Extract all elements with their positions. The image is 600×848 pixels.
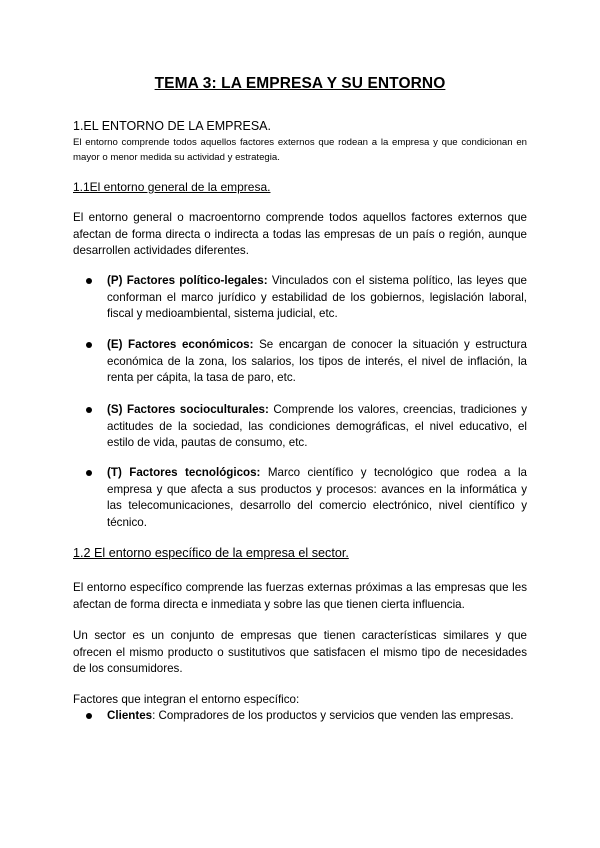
- section-1-1-paragraph: El entorno general o macroentorno comprende todos aquellos factores externos que afectan de forma directa o indirecta a todas las empresas de un país o región, aunque desarrollen actividades diferentes.: [73, 211, 527, 257]
- factor-text: Vinculados con el sistema político, las leyes que conforman el marco jurídico y estabilidad de los gobiernos, legislación laboral, fiscal y medioambiental, sistema judicial, etc.: [107, 274, 527, 320]
- factor-label: (S) Factores socioculturales:: [107, 403, 269, 416]
- section-1-1-heading: 1.1El entorno general de la empresa.: [73, 180, 271, 194]
- list-item-text: [107, 465, 527, 531]
- factor-text: : Compradores de los productos y servicios que venden las empresas.: [152, 709, 514, 722]
- list-item-text: [107, 273, 527, 323]
- factor-text: Comprende los valores, creencias, tradiciones y actitudes de la sociedad, las condiciones demográficas, el nivel educativo, el estilo de vida, pautas de consumo, etc.: [107, 403, 527, 449]
- bullet-icon: [86, 407, 92, 413]
- section-1-intro: El entorno comprende todos aquellos factores externos que rodean a la empresa y que condicionan en mayor o menor medida su actividad y estrategia.: [73, 137, 527, 163]
- section-1-2-paragraph-2: Un sector es un conjunto de empresas que tienen características similares y que ofrecen el mismo producto o sustitutivos que satisfacen el mismo tipo de necesidades de los consumidores.: [73, 629, 527, 675]
- bullet-icon: [86, 278, 92, 284]
- list-item-text: [107, 402, 527, 452]
- bullet-icon: [86, 342, 92, 348]
- factor-text: Se encargan de conocer la situación y estructura económica de la zona, los salarios, los tipos de interés, el nivel de inflación, la renta per cápita, la tasa de paro, etc.: [107, 338, 527, 384]
- bullet-icon: [86, 470, 92, 476]
- page-title: TEMA 3: LA EMPRESA Y SU ENTORNO: [154, 75, 446, 92]
- section-1-2-heading: 1.2 El entorno específico de la empresa el sector.: [73, 546, 349, 560]
- factor-label: (T) Factores tecnológicos:: [107, 466, 261, 479]
- list-item-text: [107, 708, 527, 725]
- section-1-heading: 1.EL ENTORNO DE LA EMPRESA.: [73, 119, 271, 133]
- factor-label: (E) Factores económicos:: [107, 338, 254, 351]
- factor-text: Marco científico y tecnológico que rodea a la empresa y que afecta a sus productos y procesos: avances en la informática y las telecomunicaciones, desarrollo del comercio electrónico, nivel científico y técnico.: [107, 466, 527, 529]
- section-1-2-paragraph-1: El entorno específico comprende las fuerzas externas próximas a las empresas que les afectan de forma directa e inmediata y sobre las que tienen cierta influencia.: [73, 581, 527, 611]
- factor-label: (P) Factores político-legales:: [107, 274, 268, 287]
- bullet-icon: [86, 713, 92, 719]
- factor-label: Clientes: [107, 709, 153, 722]
- list-item-text: [107, 337, 527, 387]
- section-1-2-paragraph-3: Factores que integran el entorno específico:: [73, 693, 300, 706]
